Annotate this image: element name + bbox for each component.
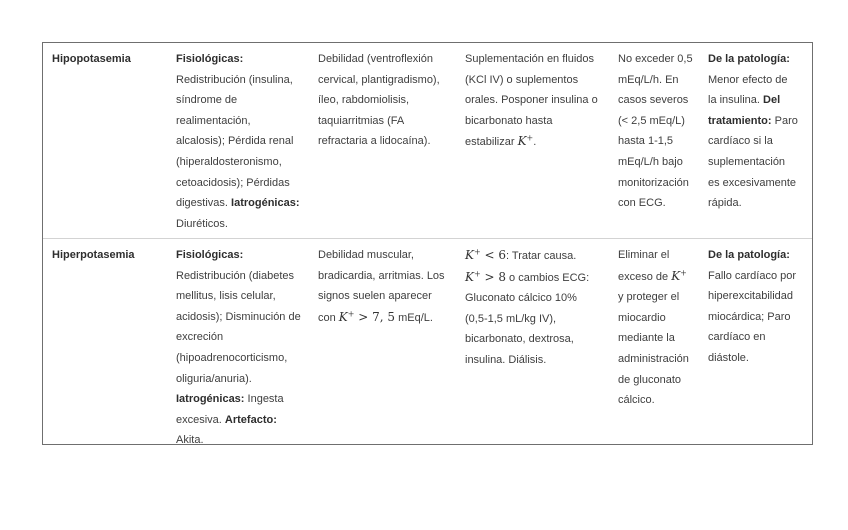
- causes-text: digestivas.: [176, 197, 232, 210]
- causes-line: mellitus, lisis celular,: [176, 290, 276, 303]
- treatment-line: bicarbonato hasta: [465, 114, 553, 127]
- condition-name: Hipopotasemia: [52, 53, 131, 65]
- math-superscript: +: [473, 268, 481, 278]
- math-relation: > 7, 5: [354, 309, 396, 324]
- treatment-text: : Tratar causa.: [506, 250, 577, 262]
- causes-line: Redistribución (insulina,: [176, 73, 293, 86]
- risks-line: cardíaco si la: [708, 135, 773, 148]
- causes-line: (hiperaldosteronismo,: [176, 155, 282, 168]
- treatment-line: insulina. Diálisis.: [465, 353, 547, 366]
- math-symbol: K: [517, 134, 527, 149]
- signs-cell: [318, 245, 464, 328]
- causes-cell: [176, 49, 318, 234]
- risks-line: es excesivamente: [708, 176, 797, 189]
- causes-line: acidosis); Disminución de: [176, 310, 301, 323]
- causes-line: excreción: [176, 331, 224, 344]
- condition-name: Hiperpotasemia: [52, 249, 135, 261]
- causes-line: Akita.: [176, 434, 204, 447]
- risks-line: Menor efecto de: [708, 73, 788, 86]
- signs-line: Debilidad (ventroflexión: [318, 53, 433, 65]
- causes-line: Redistribución (diabetes: [176, 269, 295, 282]
- causes-heading: Iatrogénicas:: [176, 393, 245, 406]
- math-superscript: +: [526, 133, 534, 143]
- risks-line: hiperexcitabilidad: [708, 290, 793, 303]
- causes-line: síndrome de: [176, 94, 238, 107]
- risks-line: miocárdica; Paro: [708, 310, 791, 323]
- treatment-cell: [465, 245, 617, 371]
- treatment-text: .: [533, 136, 537, 149]
- rate-line: monitorización: [618, 176, 689, 189]
- rate-line: de gluconato: [618, 373, 681, 386]
- risks-line: cardíaco en: [708, 331, 766, 344]
- risks-heading: De la patología:: [708, 249, 790, 261]
- treatment-text: o cambios ECG:: [506, 271, 590, 284]
- math-superscript: +: [473, 247, 481, 257]
- table-row-hiperpotasemia: [43, 238, 812, 447]
- causes-text: Ingesta: [244, 393, 284, 406]
- rate-text: exceso de: [618, 270, 672, 283]
- risks-line: Fallo cardíaco por: [708, 269, 797, 282]
- table-row-hipopotasemia: [43, 43, 812, 238]
- rate-line: miocardio: [618, 311, 666, 324]
- rate-line: y proteger el: [618, 291, 680, 304]
- rate-line: [618, 266, 704, 288]
- signs-line: refractaria a lidocaína).: [318, 135, 431, 148]
- math-superscript: +: [347, 309, 355, 319]
- signs-line: bradicardia, arritmias. Los: [318, 269, 445, 282]
- causes-line: cetoacidosis); Pérdidas: [176, 176, 290, 189]
- treatment-line: (KCl IV) o suplementos: [465, 73, 579, 86]
- causes-line: [176, 193, 318, 214]
- causes-line: (hipoadrenocorticismo,: [176, 351, 288, 364]
- causes-heading: Artefacto:: [224, 413, 277, 426]
- rate-line: mEq/L/h bajo: [618, 155, 683, 168]
- condition-cell: [52, 49, 168, 70]
- math-relation: < 6: [480, 248, 506, 262]
- rate-cell: [618, 49, 704, 214]
- treatment-line: (0,5-1,5 mL/kg IV),: [465, 312, 557, 325]
- causes-heading: Fisiológicas:: [176, 53, 244, 65]
- signs-line: signos suelen aparecer: [318, 290, 432, 303]
- rate-line: con ECG.: [618, 197, 666, 210]
- causes-line: Diuréticos.: [176, 217, 228, 230]
- rate-line: Eliminar el: [618, 249, 670, 261]
- math-symbol: K: [465, 269, 474, 284]
- rate-line: mediante la: [618, 332, 675, 345]
- causes-heading: Iatrogénicas:: [231, 197, 300, 210]
- causes-heading: Fisiológicas:: [176, 249, 244, 261]
- risks-cell: [708, 245, 813, 369]
- condition-cell: [52, 245, 168, 266]
- causes-line: alcalosis); Pérdida renal: [176, 135, 294, 148]
- rate-line: cálcico.: [618, 394, 655, 407]
- treatment-cell: [465, 49, 617, 153]
- causes-line: [176, 410, 318, 431]
- rate-line: hasta 1-1,5: [618, 135, 674, 148]
- math-symbol: K: [671, 268, 681, 283]
- rate-line: mEq/L/h. En: [618, 73, 679, 86]
- causes-cell: [176, 245, 318, 451]
- signs-text: con: [318, 311, 339, 324]
- math-superscript: +: [680, 267, 687, 277]
- treatment-line: [465, 245, 617, 267]
- risks-line: rápida.: [708, 197, 742, 210]
- treatment-line: orales. Posponer insulina o: [465, 94, 598, 107]
- math-symbol: K: [338, 309, 348, 324]
- causes-line: realimentación,: [176, 114, 251, 127]
- signs-line: taquiarritmias (FA: [318, 114, 405, 127]
- risks-text: Paro: [771, 114, 798, 127]
- signs-text: mEq/L.: [395, 311, 433, 324]
- signs-cell: [318, 49, 464, 152]
- potassium-disorders-table: [42, 42, 813, 445]
- treatment-line: Gluconato cálcico 10%: [465, 292, 577, 305]
- treatment-line: [465, 131, 617, 153]
- signs-line: Debilidad muscular,: [318, 249, 414, 261]
- math-relation: > 8: [480, 269, 506, 284]
- risks-heading: tratamiento:: [708, 114, 772, 127]
- treatment-line: [465, 267, 617, 289]
- treatment-text: estabilizar: [465, 136, 518, 149]
- math-symbol: K: [465, 248, 474, 262]
- risks-heading: Del: [763, 94, 781, 107]
- signs-line: [318, 307, 464, 329]
- treatment-line: Suplementación en fluidos: [465, 53, 595, 65]
- risks-text: la insulina.: [708, 94, 764, 107]
- risks-line: diástole.: [708, 351, 749, 364]
- risks-line: [708, 111, 813, 132]
- rate-line: (< 2,5 mEq/L): [618, 114, 685, 127]
- causes-line: oliguria/anuria).: [176, 372, 252, 385]
- risks-line: suplementación: [708, 155, 786, 168]
- rate-line: casos severos: [618, 94, 689, 107]
- risks-line: [708, 90, 813, 111]
- risks-heading: De la patología:: [708, 53, 790, 65]
- causes-text: excesiva.: [176, 413, 225, 426]
- causes-line: [176, 389, 318, 410]
- treatment-line: bicarbonato, dextrosa,: [465, 333, 574, 346]
- signs-line: íleo, rabdomiolisis,: [318, 94, 410, 107]
- rate-cell: [618, 245, 704, 411]
- risks-cell: [708, 49, 813, 214]
- signs-line: cervical, plantigradismo),: [318, 73, 440, 86]
- rate-line: administración: [618, 352, 689, 365]
- rate-line: No exceder 0,5: [618, 53, 693, 65]
